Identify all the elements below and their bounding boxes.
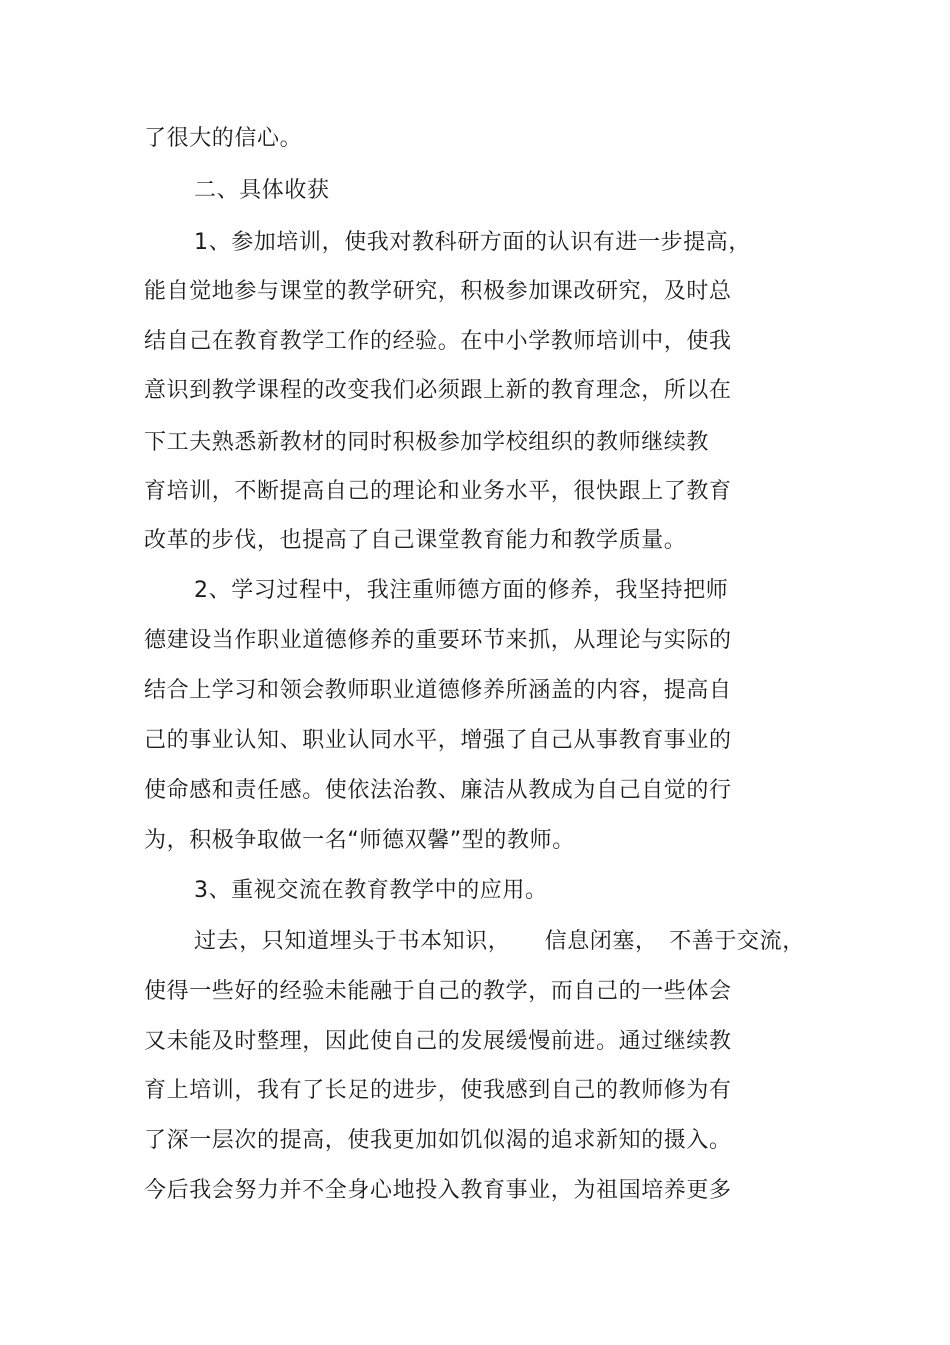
section-heading: 二、具体收获 — [194, 178, 330, 203]
text-line: 己的事业认知、职业认同水平，增强了自己从事教育事业的 — [144, 728, 732, 753]
text-line: 了很大的信心。 — [144, 126, 303, 151]
text-line: 2、学习过程中，我注重师德方面的修养，我坚持把师 — [194, 578, 729, 603]
text-line: 育上培训，我有了长足的进步，使我感到自己的教师修为有 — [144, 1078, 732, 1103]
text-line: 结自己在教育教学工作的经验。在中小学教师培训中，使我 — [144, 329, 732, 354]
text-line: 1、参加培训，使我对教科研方面的认识有进一步提高， — [194, 230, 751, 255]
text-line: 过去，只知道埋头于书本知识， 信息闭塞， 不善于交流， — [194, 929, 805, 954]
text-line: 德建设当作职业道德修养的重要环节来抓，从理论与实际的 — [144, 628, 732, 653]
text-line: 下工夫熟悉新教材的同时积极参加学校组织的教师继续教 — [144, 430, 710, 455]
text-line: 今后我会努力并不全身心地投入教育事业，为祖国培养更多 — [144, 1178, 732, 1203]
text-line: 能自觉地参与课堂的教学研究，积极参加课改研究，及时总 — [144, 279, 732, 304]
text-line: 为，积极争取做一名“师德双馨”型的教师。 — [144, 828, 575, 853]
text-line: 改革的步伐，也提高了自己课堂教育能力和教学质量。 — [144, 528, 687, 553]
text-line: 了深一层次的提高，使我更加如饥似渴的追求新知的摄入。 — [144, 1128, 732, 1153]
section-heading: 3、重视交流在教育教学中的应用。 — [194, 878, 548, 903]
text-line: 又未能及时整理，因此使自己的发展缓慢前进。通过继续教 — [144, 1029, 732, 1054]
text-line: 意识到教学课程的改变我们必须跟上新的教育理念，所以在 — [144, 378, 732, 403]
text-line: 育培训，不断提高自己的理论和业务水平，很快跟上了教育 — [144, 479, 732, 504]
text-line: 使命感和责任感。使依法治教、廉洁从教成为自己自觉的行 — [144, 778, 732, 803]
text-line: 使得一些好的经验未能融于自己的教学，而自己的一些体会 — [144, 979, 732, 1004]
text-line: 结合上学习和领会教师职业道德修养所涵盖的内容，提高自 — [144, 678, 732, 703]
